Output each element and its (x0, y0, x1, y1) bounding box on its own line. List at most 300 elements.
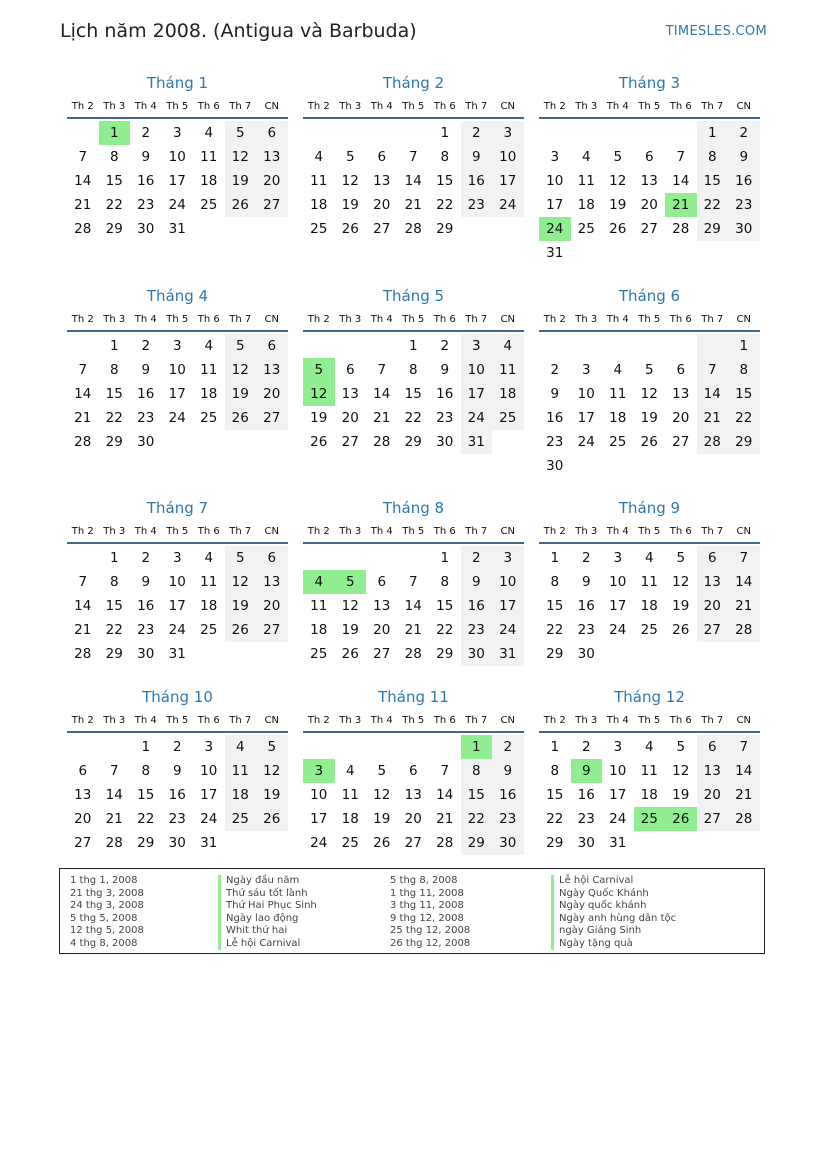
day-cell[interactable]: 28 (672, 221, 690, 237)
day-cell[interactable]: 7 (408, 149, 418, 165)
day-cell[interactable]: 10 (492, 570, 524, 594)
day-cell[interactable]: 13 (404, 787, 422, 803)
day-cell[interactable]: 31 (609, 835, 627, 851)
day-cell[interactable]: 22 (105, 622, 123, 638)
day-cell[interactable]: 17 (461, 382, 493, 406)
day-cell[interactable]: 25 (310, 221, 328, 237)
day-cell[interactable]: 14 (404, 598, 422, 614)
day-cell[interactable]: 6 (78, 763, 88, 779)
day-cell[interactable]: 7 (78, 574, 88, 590)
day-cell[interactable]: 27 (697, 618, 729, 642)
day-cell[interactable]: 6 (256, 121, 288, 145)
day-cell[interactable]: 9 (581, 574, 591, 590)
day-cell[interactable]: 20 (74, 811, 92, 827)
day-cell[interactable]: 3 (461, 334, 493, 358)
day-cell[interactable]: 13 (256, 570, 288, 594)
day-cell[interactable]: 25 (200, 410, 218, 426)
day-cell[interactable]: 9 (141, 149, 151, 165)
day-cell[interactable]: 16 (546, 410, 564, 426)
day-cell[interactable]: 3 (581, 362, 591, 378)
day-cell[interactable]: 18 (225, 783, 257, 807)
day-cell[interactable]: 7 (728, 735, 760, 759)
day-cell[interactable]: 21 (697, 406, 729, 430)
day-cell[interactable]: 16 (461, 594, 493, 618)
day-cell[interactable]: 24 (168, 197, 186, 213)
day-cell[interactable]: 9 (172, 763, 182, 779)
day-cell[interactable]: 5 (256, 735, 288, 759)
day-cell[interactable]: 22 (105, 197, 123, 213)
day-cell[interactable]: 19 (672, 598, 690, 614)
day-cell[interactable]: 24 (310, 835, 328, 851)
day-cell[interactable]: 8 (109, 362, 119, 378)
day-cell[interactable]: 15 (436, 598, 454, 614)
day-cell[interactable]: 10 (200, 763, 218, 779)
day-cell[interactable]: 27 (697, 807, 729, 831)
day-cell[interactable]: 17 (200, 787, 218, 803)
day-cell[interactable]: 11 (341, 787, 359, 803)
day-cell[interactable]: 14 (404, 173, 422, 189)
day-cell[interactable]: 26 (341, 221, 359, 237)
day-cell[interactable]: 21 (728, 783, 760, 807)
day-cell[interactable]: 26 (373, 835, 391, 851)
day-cell[interactable]: 18 (492, 382, 524, 406)
day-cell[interactable]: 7 (440, 763, 450, 779)
day-cell[interactable]: 18 (310, 622, 328, 638)
day-cell[interactable]: 11 (577, 173, 595, 189)
day-cell[interactable]: 3 (303, 759, 335, 783)
day-cell[interactable]: 1 (550, 739, 560, 755)
day-cell[interactable]: 29 (436, 646, 454, 662)
day-cell[interactable]: 18 (609, 410, 627, 426)
day-cell[interactable]: 1 (408, 338, 418, 354)
day-cell[interactable]: 9 (492, 759, 524, 783)
day-cell[interactable]: 28 (105, 835, 123, 851)
day-cell[interactable]: 28 (728, 807, 760, 831)
day-cell[interactable]: 29 (105, 646, 123, 662)
day-cell[interactable]: 27 (256, 406, 288, 430)
day-cell[interactable]: 23 (461, 618, 493, 642)
day-cell[interactable]: 20 (373, 197, 391, 213)
day-cell[interactable]: 8 (141, 763, 151, 779)
day-cell[interactable]: 3 (613, 739, 623, 755)
day-cell[interactable]: 10 (609, 574, 627, 590)
day-cell[interactable]: 24 (168, 622, 186, 638)
day-cell[interactable]: 10 (609, 763, 627, 779)
day-cell[interactable]: 24 (609, 622, 627, 638)
day-cell[interactable]: 20 (697, 594, 729, 618)
day-cell[interactable]: 3 (172, 338, 182, 354)
day-cell[interactable]: 2 (728, 121, 760, 145)
day-cell[interactable]: 30 (546, 458, 564, 474)
day-cell[interactable]: 6 (408, 763, 418, 779)
day-cell[interactable]: 4 (204, 338, 214, 354)
day-cell[interactable]: 14 (728, 570, 760, 594)
day-cell[interactable]: 15 (546, 787, 564, 803)
day-cell[interactable]: 19 (672, 787, 690, 803)
day-cell[interactable]: 17 (609, 787, 627, 803)
day-cell[interactable]: 3 (492, 121, 524, 145)
day-cell[interactable]: 24 (200, 811, 218, 827)
day-cell[interactable]: 31 (492, 642, 524, 666)
day-cell[interactable]: 8 (461, 759, 493, 783)
day-cell[interactable]: 15 (728, 382, 760, 406)
day-cell[interactable]: 28 (373, 434, 391, 450)
day-cell[interactable]: 18 (200, 386, 218, 402)
day-cell[interactable]: 27 (373, 646, 391, 662)
day-cell[interactable]: 21 (665, 193, 697, 217)
day-cell[interactable]: 28 (74, 221, 92, 237)
day-cell[interactable]: 15 (105, 386, 123, 402)
day-cell[interactable]: 12 (303, 382, 335, 406)
day-cell[interactable]: 4 (204, 550, 214, 566)
day-cell[interactable]: 7 (676, 149, 686, 165)
day-cell[interactable]: 28 (436, 835, 454, 851)
day-cell[interactable]: 23 (137, 410, 155, 426)
day-cell[interactable]: 27 (672, 434, 690, 450)
day-cell[interactable]: 2 (440, 338, 450, 354)
day-cell[interactable]: 15 (105, 598, 123, 614)
day-cell[interactable]: 20 (256, 169, 288, 193)
day-cell[interactable]: 15 (546, 598, 564, 614)
day-cell[interactable]: 31 (168, 646, 186, 662)
day-cell[interactable]: 13 (672, 386, 690, 402)
day-cell[interactable]: 10 (168, 149, 186, 165)
day-cell[interactable]: 22 (546, 811, 564, 827)
day-cell[interactable]: 11 (492, 358, 524, 382)
day-cell[interactable]: 9 (461, 145, 493, 169)
day-cell[interactable]: 24 (461, 406, 493, 430)
day-cell[interactable]: 23 (137, 622, 155, 638)
day-cell[interactable]: 27 (256, 193, 288, 217)
day-cell[interactable]: 24 (492, 193, 524, 217)
day-cell[interactable]: 25 (341, 835, 359, 851)
day-cell[interactable]: 25 (200, 622, 218, 638)
day-cell[interactable]: 29 (697, 217, 729, 241)
day-cell[interactable]: 19 (609, 197, 627, 213)
day-cell[interactable]: 31 (168, 221, 186, 237)
day-cell[interactable]: 7 (78, 362, 88, 378)
day-cell[interactable]: 29 (546, 646, 564, 662)
day-cell[interactable]: 13 (373, 598, 391, 614)
day-cell[interactable]: 19 (225, 594, 257, 618)
day-cell[interactable]: 6 (644, 149, 654, 165)
day-cell[interactable]: 23 (492, 807, 524, 831)
day-cell[interactable]: 4 (314, 149, 324, 165)
day-cell[interactable]: 21 (404, 197, 422, 213)
day-cell[interactable]: 30 (728, 217, 760, 241)
day-cell[interactable]: 12 (341, 598, 359, 614)
day-cell[interactable]: 23 (546, 434, 564, 450)
day-cell[interactable]: 7 (697, 358, 729, 382)
day-cell[interactable]: 19 (341, 622, 359, 638)
day-cell[interactable]: 28 (404, 646, 422, 662)
day-cell[interactable]: 30 (461, 642, 493, 666)
day-cell[interactable]: 5 (613, 149, 623, 165)
day-cell[interactable]: 16 (168, 787, 186, 803)
day-cell[interactable]: 23 (461, 193, 493, 217)
day-cell[interactable]: 5 (345, 149, 355, 165)
day-cell[interactable]: 2 (461, 546, 493, 570)
day-cell[interactable]: 17 (310, 811, 328, 827)
day-cell[interactable]: 29 (436, 221, 454, 237)
day-cell[interactable]: 17 (168, 173, 186, 189)
day-cell[interactable]: 4 (492, 334, 524, 358)
day-cell[interactable]: 5 (377, 763, 387, 779)
day-cell[interactable]: 10 (546, 173, 564, 189)
day-cell[interactable]: 13 (697, 759, 729, 783)
day-cell[interactable]: 2 (141, 125, 151, 141)
day-cell[interactable]: 8 (697, 145, 729, 169)
day-cell[interactable]: 20 (256, 382, 288, 406)
day-cell[interactable]: 13 (640, 173, 658, 189)
day-cell[interactable]: 25 (200, 197, 218, 213)
day-cell[interactable]: 5 (676, 550, 686, 566)
day-cell[interactable]: 26 (225, 618, 257, 642)
day-cell[interactable]: 28 (74, 434, 92, 450)
day-cell[interactable]: 18 (577, 197, 595, 213)
day-cell[interactable]: 1 (550, 550, 560, 566)
day-cell[interactable]: 22 (461, 807, 493, 831)
day-cell[interactable]: 14 (728, 759, 760, 783)
day-cell[interactable]: 14 (436, 787, 454, 803)
day-cell[interactable]: 13 (74, 787, 92, 803)
day-cell[interactable]: 1 (109, 338, 119, 354)
day-cell[interactable]: 6 (256, 334, 288, 358)
day-cell[interactable]: 19 (310, 410, 328, 426)
day-cell[interactable]: 20 (256, 594, 288, 618)
day-cell[interactable]: 5 (644, 362, 654, 378)
day-cell[interactable]: 11 (200, 574, 218, 590)
day-cell[interactable]: 14 (74, 598, 92, 614)
day-cell[interactable]: 6 (697, 735, 729, 759)
day-cell[interactable]: 4 (303, 570, 335, 594)
day-cell[interactable]: 18 (200, 173, 218, 189)
day-cell[interactable]: 21 (74, 197, 92, 213)
day-cell[interactable]: 21 (404, 622, 422, 638)
day-cell[interactable]: 15 (436, 173, 454, 189)
day-cell[interactable]: 12 (609, 173, 627, 189)
day-cell[interactable]: 30 (137, 646, 155, 662)
day-cell[interactable]: 17 (168, 598, 186, 614)
day-cell[interactable]: 17 (546, 197, 564, 213)
day-cell[interactable]: 2 (141, 550, 151, 566)
day-cell[interactable]: 26 (665, 807, 697, 831)
day-cell[interactable]: 20 (373, 622, 391, 638)
day-cell[interactable]: 22 (728, 406, 760, 430)
day-cell[interactable]: 23 (577, 811, 595, 827)
day-cell[interactable]: 24 (577, 434, 595, 450)
day-cell[interactable]: 19 (373, 811, 391, 827)
day-cell[interactable]: 30 (577, 835, 595, 851)
day-cell[interactable]: 11 (225, 759, 257, 783)
day-cell[interactable]: 2 (172, 739, 182, 755)
day-cell[interactable]: 30 (492, 831, 524, 855)
day-cell[interactable]: 10 (168, 574, 186, 590)
day-cell[interactable]: 21 (74, 410, 92, 426)
day-cell[interactable]: 8 (408, 362, 418, 378)
day-cell[interactable]: 3 (172, 550, 182, 566)
day-cell[interactable]: 25 (310, 646, 328, 662)
day-cell[interactable]: 16 (577, 787, 595, 803)
day-cell[interactable]: 4 (225, 735, 257, 759)
day-cell[interactable]: 28 (728, 618, 760, 642)
day-cell[interactable]: 2 (581, 550, 591, 566)
day-cell[interactable]: 15 (105, 173, 123, 189)
day-cell[interactable]: 1 (109, 550, 119, 566)
day-cell[interactable]: 14 (74, 386, 92, 402)
day-cell[interactable]: 10 (168, 362, 186, 378)
day-cell[interactable]: 5 (225, 121, 257, 145)
day-cell[interactable]: 4 (613, 362, 623, 378)
day-cell[interactable]: 20 (697, 783, 729, 807)
day-cell[interactable]: 8 (550, 763, 560, 779)
day-cell[interactable]: 23 (728, 193, 760, 217)
day-cell[interactable]: 22 (137, 811, 155, 827)
day-cell[interactable]: 1 (697, 121, 729, 145)
day-cell[interactable]: 19 (640, 410, 658, 426)
day-cell[interactable]: 8 (728, 358, 760, 382)
day-cell[interactable]: 23 (436, 410, 454, 426)
day-cell[interactable]: 16 (436, 386, 454, 402)
day-cell[interactable]: 13 (697, 570, 729, 594)
day-cell[interactable]: 18 (640, 787, 658, 803)
day-cell[interactable]: 19 (225, 169, 257, 193)
day-cell[interactable]: 8 (109, 574, 119, 590)
day-cell[interactable]: 16 (137, 173, 155, 189)
day-cell[interactable]: 5 (225, 546, 257, 570)
day-cell[interactable]: 11 (640, 574, 658, 590)
day-cell[interactable]: 14 (373, 386, 391, 402)
day-cell[interactable]: 6 (377, 574, 387, 590)
day-cell[interactable]: 15 (137, 787, 155, 803)
day-cell[interactable]: 28 (697, 430, 729, 454)
day-cell[interactable]: 8 (440, 149, 450, 165)
day-cell[interactable]: 4 (204, 125, 214, 141)
day-cell[interactable]: 8 (109, 149, 119, 165)
day-cell[interactable]: 22 (436, 622, 454, 638)
day-cell[interactable]: 12 (373, 787, 391, 803)
day-cell[interactable]: 20 (341, 410, 359, 426)
day-cell[interactable]: 15 (461, 783, 493, 807)
day-cell[interactable]: 26 (640, 434, 658, 450)
day-cell[interactable]: 11 (310, 173, 328, 189)
day-cell[interactable]: 26 (609, 221, 627, 237)
day-cell[interactable]: 6 (377, 149, 387, 165)
day-cell[interactable]: 1 (728, 334, 760, 358)
day-cell[interactable]: 5 (335, 570, 367, 594)
day-cell[interactable]: 19 (341, 197, 359, 213)
day-cell[interactable]: 2 (492, 735, 524, 759)
day-cell[interactable]: 29 (105, 434, 123, 450)
day-cell[interactable]: 12 (672, 763, 690, 779)
day-cell[interactable]: 8 (550, 574, 560, 590)
day-cell[interactable]: 2 (581, 739, 591, 755)
day-cell[interactable]: 4 (345, 763, 355, 779)
day-cell[interactable]: 29 (461, 831, 493, 855)
day-cell[interactable]: 28 (404, 221, 422, 237)
day-cell[interactable]: 13 (373, 173, 391, 189)
day-cell[interactable]: 2 (461, 121, 493, 145)
day-cell[interactable]: 25 (634, 807, 666, 831)
day-cell[interactable]: 4 (581, 149, 591, 165)
day-cell[interactable]: 19 (225, 382, 257, 406)
day-cell[interactable]: 22 (436, 197, 454, 213)
day-cell[interactable]: 30 (137, 221, 155, 237)
day-cell[interactable]: 16 (728, 169, 760, 193)
day-cell[interactable]: 3 (492, 546, 524, 570)
day-cell[interactable]: 27 (341, 434, 359, 450)
day-cell[interactable]: 1 (440, 550, 450, 566)
day-cell[interactable]: 24 (168, 410, 186, 426)
day-cell[interactable]: 29 (546, 835, 564, 851)
day-cell[interactable]: 12 (256, 759, 288, 783)
day-cell[interactable]: 29 (105, 221, 123, 237)
day-cell[interactable]: 22 (404, 410, 422, 426)
day-cell[interactable]: 26 (256, 807, 288, 831)
day-cell[interactable]: 30 (436, 434, 454, 450)
day-cell[interactable]: 13 (341, 386, 359, 402)
day-cell[interactable]: 1 (99, 121, 131, 145)
day-cell[interactable]: 3 (550, 149, 560, 165)
day-cell[interactable]: 12 (225, 145, 257, 169)
day-cell[interactable]: 14 (672, 173, 690, 189)
day-cell[interactable]: 10 (461, 358, 493, 382)
day-cell[interactable]: 26 (225, 193, 257, 217)
day-cell[interactable]: 22 (546, 622, 564, 638)
day-cell[interactable]: 21 (436, 811, 454, 827)
day-cell[interactable]: 5 (225, 334, 257, 358)
day-cell[interactable]: 16 (577, 598, 595, 614)
day-cell[interactable]: 20 (640, 197, 658, 213)
day-cell[interactable]: 7 (408, 574, 418, 590)
day-cell[interactable]: 10 (577, 386, 595, 402)
day-cell[interactable]: 23 (137, 197, 155, 213)
day-cell[interactable]: 31 (461, 430, 493, 454)
day-cell[interactable]: 5 (303, 358, 335, 382)
day-cell[interactable]: 12 (640, 386, 658, 402)
day-cell[interactable]: 1 (440, 125, 450, 141)
day-cell[interactable]: 9 (571, 759, 603, 783)
day-cell[interactable]: 24 (609, 811, 627, 827)
day-cell[interactable]: 27 (640, 221, 658, 237)
day-cell[interactable]: 6 (697, 546, 729, 570)
day-cell[interactable]: 31 (546, 245, 564, 261)
day-cell[interactable]: 12 (341, 173, 359, 189)
day-cell[interactable]: 2 (550, 362, 560, 378)
day-cell[interactable]: 11 (310, 598, 328, 614)
day-cell[interactable]: 9 (141, 574, 151, 590)
day-cell[interactable]: 11 (640, 763, 658, 779)
day-cell[interactable]: 17 (492, 169, 524, 193)
day-cell[interactable]: 9 (141, 362, 151, 378)
day-cell[interactable]: 7 (78, 149, 88, 165)
day-cell[interactable]: 17 (492, 594, 524, 618)
day-cell[interactable]: 16 (137, 386, 155, 402)
day-cell[interactable]: 18 (640, 598, 658, 614)
day-cell[interactable]: 13 (256, 145, 288, 169)
day-cell[interactable]: 1 (141, 739, 151, 755)
day-cell[interactable]: 25 (225, 807, 257, 831)
day-cell[interactable]: 11 (200, 149, 218, 165)
day-cell[interactable]: 7 (377, 362, 387, 378)
day-cell[interactable]: 25 (492, 406, 524, 430)
day-cell[interactable]: 26 (225, 406, 257, 430)
day-cell[interactable]: 30 (577, 646, 595, 662)
day-cell[interactable]: 11 (200, 362, 218, 378)
day-cell[interactable]: 23 (577, 622, 595, 638)
day-cell[interactable]: 22 (697, 193, 729, 217)
day-cell[interactable]: 21 (728, 594, 760, 618)
